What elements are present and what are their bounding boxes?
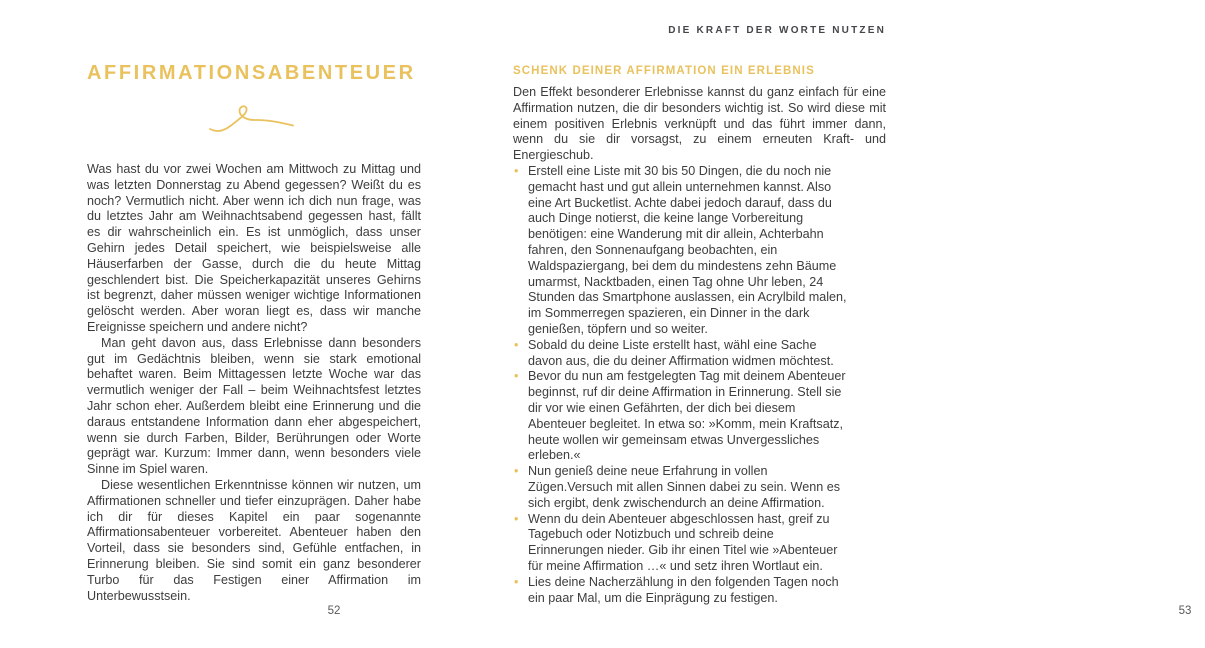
bullet-marker-icon: •: [514, 337, 519, 352]
bullet-text: Lies deine Nacherzählung in den folgenden Tagen noch ein paar Mal, um die Einprägung zu festigen.: [528, 574, 839, 605]
bullet-text: Sobald du deine Liste erstellt hast, wähl eine Sache davon aus, die du deiner Affirmation widmen möchtest.: [528, 337, 834, 368]
bullet-marker-icon: •: [514, 464, 519, 479]
bullet-list: [513, 164, 886, 606]
bullet-marker-icon: •: [514, 163, 519, 178]
paragraph: Diese wesentlichen Erkenntnisse können wir nutzen, um Affirmationen schneller und tiefer einzuprägen. Daher habe ich dir für dieses Kapitel ein paar sogenannte Affirmationsabenteuer vorbereitet. Abenteuer haben den Vorteil, dass sie besonders sind, Gefühle entfachen, in Erinnerung bleiben. Sie sind somit ein ganz besonderer Turbo für das Festigen einer Affirmation im Unterbewusstsein.: [87, 477, 421, 603]
left-page: [87, 0, 421, 648]
loop-squiggle-icon: [207, 103, 297, 137]
bullet-item: [513, 575, 886, 607]
page-number-left: 52: [327, 605, 341, 617]
paragraph: Man geht davon aus, dass Erlebnisse dann besonders gut im Gedächtnis bleiben, wenn sie stark emotional behaftet waren. Beim Mittagessen letzte Woche war das vermutlich weniger der Fall – beim Weihnachtsfest letztes Jahr schon eher. Außerdem bleibt eine Erinnerung und die daraus entstandene Information dann eher abgespeichert, wenn sie durch Farben, Bilder, Berührungen oder Worte geprägt war. Kurzum: Immer dann, wenn besonders viele Sinne im Spiel waren.: [87, 335, 421, 477]
bullet-item: [513, 512, 886, 575]
bullet-text: Nun genieß deine neue Erfahrung in vollen Zügen.Versuch mit allen Sinnen dabei zu sein. Wenn es sich ergibt, denk zwischendurch an deine Affirmation.: [528, 464, 841, 510]
chapter-title: AFFIRMATIONSABENTEUER: [87, 62, 416, 84]
bullet-marker-icon: •: [514, 369, 519, 384]
paragraph: Was hast du vor zwei Wochen am Mittwoch zu Mittag und was letzten Donnerstag zu Abend gegessen? Weißt du es noch? Vermutlich nicht. Aber wenn ich dich nun frage, was du letztes Jahr am Weihnachtsabend gegessen hast, fällt es dir wahrscheinlich ein. Es ist unmöglich, dass unser Gehirn jedes Detail speichert, wie beispielsweise alle Häuserfarben der Gasse, durch die du heute Mittag geschlendert bist. Die Speicherkapazität unseres Gehirns ist begrenzt, daher müssen weniger wichtige Informationen gelöscht werden. Aber woran liegt es, dass wir manche Ereignisse speichern und andere nicht?: [87, 162, 421, 334]
bullet-marker-icon: •: [514, 574, 519, 589]
bullet-item: [513, 164, 886, 338]
bullet-item: [513, 369, 886, 464]
running-header: DIE KRAFT DER WORTE NUTZEN: [668, 25, 886, 36]
page-number-right: 53: [1178, 605, 1192, 617]
bullet-text: Wenn du dein Abenteuer abgeschlossen hast, greif zu Tagebuch oder Notizbuch und schreib deine Erinnerungen nieder. Gib ihr einen Titel wie »Abenteuer für meine Affirmation …« und setz ihren Wortlaut ein.: [528, 511, 838, 573]
right-page: [513, 0, 1192, 648]
bullet-item: [513, 338, 886, 370]
intro-paragraph: Den Effekt besonderer Erlebnisse kannst du ganz einfach für eine Affirmation nutzen, die dir besonders wichtig ist. So wird diese mit einem positiven Erlebnis verknüpft und das führt immer dann, wenn du sie dir vorsagst, zu einem erneuten Kraft- und Energieschub.: [513, 85, 886, 163]
bullet-text: Erstell eine Liste mit 30 bis 50 Dingen, die du noch nie gemacht hast und gut allein unternehmen kannst. Also eine Art Bucketlist. Achte dabei jedoch darauf, dass du auch Dinge notierst, die keine lange Vorbereitung benötigen: eine Wanderung mit dir allein, Achterbahn fahren, den Sonnenaufgang beobachten, ein Waldspaziergang, bei dem du mindestens zehn Bäume umarmst, Nacktbaden, einen Tag ohne Uhr leben, 24 Stunden das Smartphone auslassen, ein Acrylbild malen, im Sommerregen spazieren, ein Dinner in the dark genießen, töpfern und so weiter.: [528, 163, 847, 336]
bullet-marker-icon: •: [514, 511, 519, 526]
right-body: [513, 85, 886, 606]
left-body: [87, 162, 421, 604]
bullet-item: [513, 464, 886, 511]
section-heading: SCHENK DEINER AFFIRMATION EIN ERLEBNIS: [513, 65, 815, 77]
bullet-text: Bevor du nun am festgelegten Tag mit deinem Abenteuer beginnst, ruf dir deine Affirmation in Erinnerung. Stell sie dir vor wie einen Gefährten, der dich bei diesem Abenteuer begleitet. In etwa so: »Komm, mein Kraftsatz, heute wollen wir gemeinsam etwas Unvergessliches erleben.«: [528, 369, 846, 463]
